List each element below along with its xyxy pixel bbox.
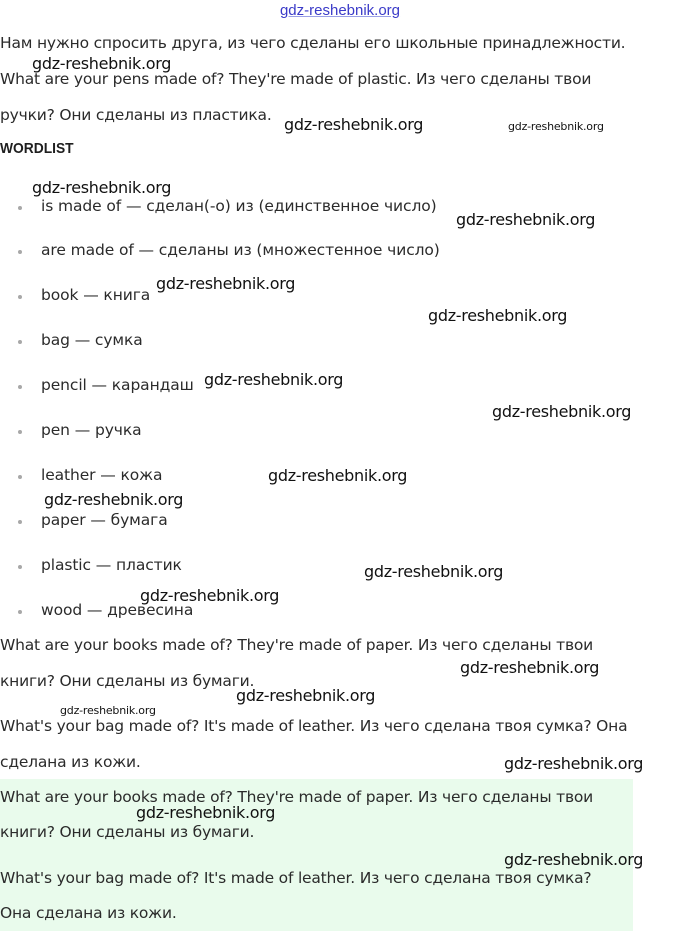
- bullet-icon: [18, 520, 22, 524]
- wordlist-term: bag — сумка: [41, 331, 143, 349]
- example-books-line-1: What are your books made of? They're made of paper. Из чего сделаны твои: [0, 636, 594, 654]
- wordlist-term: are made of — сделаны из (множестенное число): [41, 241, 440, 259]
- watermark: gdz-reshebnik.org: [460, 658, 600, 677]
- bullet-icon: [18, 295, 22, 299]
- watermark: gdz-reshebnik.org: [156, 274, 296, 293]
- bullet-icon: [18, 475, 22, 479]
- wordlist-term: paper — бумага: [41, 511, 168, 529]
- watermark: gdz-reshebnik.org: [268, 466, 408, 485]
- intro-line-2: What are your pens made of? They're made of plastic. Из чего сделаны твои: [0, 70, 592, 88]
- watermark: gdz-reshebnik.org: [136, 803, 276, 822]
- watermark: gdz-reshebnik.org: [140, 586, 280, 605]
- bullet-icon: [18, 340, 22, 344]
- watermark: gdz-reshebnik.org: [504, 754, 644, 773]
- answer-books-line-1: What are your books made of? They're made of paper. Из чего сделаны твои: [0, 788, 594, 806]
- bullet-icon: [18, 385, 22, 389]
- intro-line-3: ручки? Они сделаны из пластика.: [0, 106, 272, 124]
- watermark: gdz-reshebnik.org: [236, 686, 376, 705]
- watermark: gdz-reshebnik.org: [284, 115, 424, 134]
- watermark: gdz-reshebnik.org: [492, 402, 632, 421]
- intro-line-1: Нам нужно спросить друга, из чего сделаны его школьные принадлежности.: [0, 34, 626, 52]
- wordlist-term: pen — ручка: [41, 421, 142, 439]
- wordlist-term: book — книга: [41, 286, 151, 304]
- bullet-icon: [18, 610, 22, 614]
- wordlist-term: pencil — карандаш: [41, 376, 194, 394]
- bullet-icon: [18, 565, 22, 569]
- watermark: gdz-reshebnik.org: [364, 562, 504, 581]
- watermark: gdz-reshebnik.org: [428, 306, 568, 325]
- bullet-icon: [18, 206, 22, 210]
- wordlist-term: is made of — сделан(-о) из (единственное число): [41, 197, 437, 215]
- wordlist-heading: WORDLIST: [0, 140, 74, 157]
- example-bag-line-2: сделана из кожи.: [0, 753, 141, 771]
- wordlist-term: leather — кожа: [41, 466, 163, 484]
- watermark: gdz-reshebnik.org: [504, 850, 644, 869]
- site-link[interactable]: gdz-reshebnik.org: [279, 2, 401, 19]
- watermark: gdz-reshebnik.org: [60, 704, 156, 717]
- bullet-icon: [18, 430, 22, 434]
- wordlist-term: wood — древесина: [41, 601, 194, 619]
- example-books-line-2: книги? Они сделаны из бумаги.: [0, 672, 255, 690]
- wordlist-term: plastic — пластик: [41, 556, 182, 574]
- example-bag-line-1: What's your bag made of? It's made of leather. Из чего сделана твоя сумка? Она: [0, 717, 628, 735]
- watermark: gdz-reshebnik.org: [32, 54, 172, 73]
- watermark: gdz-reshebnik.org: [32, 178, 172, 197]
- watermark: gdz-reshebnik.org: [456, 210, 596, 229]
- watermark: gdz-reshebnik.org: [508, 120, 604, 133]
- answer-bag-line-1: What's your bag made of? It's made of leather. Из чего сделана твоя сумка?: [0, 869, 592, 887]
- watermark: gdz-reshebnik.org: [44, 490, 184, 509]
- answer-bag-line-2: Она сделана из кожи.: [0, 904, 177, 922]
- watermark: gdz-reshebnik.org: [204, 370, 344, 389]
- bullet-icon: [18, 250, 22, 254]
- answer-books-line-2: книги? Они сделаны из бумаги.: [0, 823, 255, 841]
